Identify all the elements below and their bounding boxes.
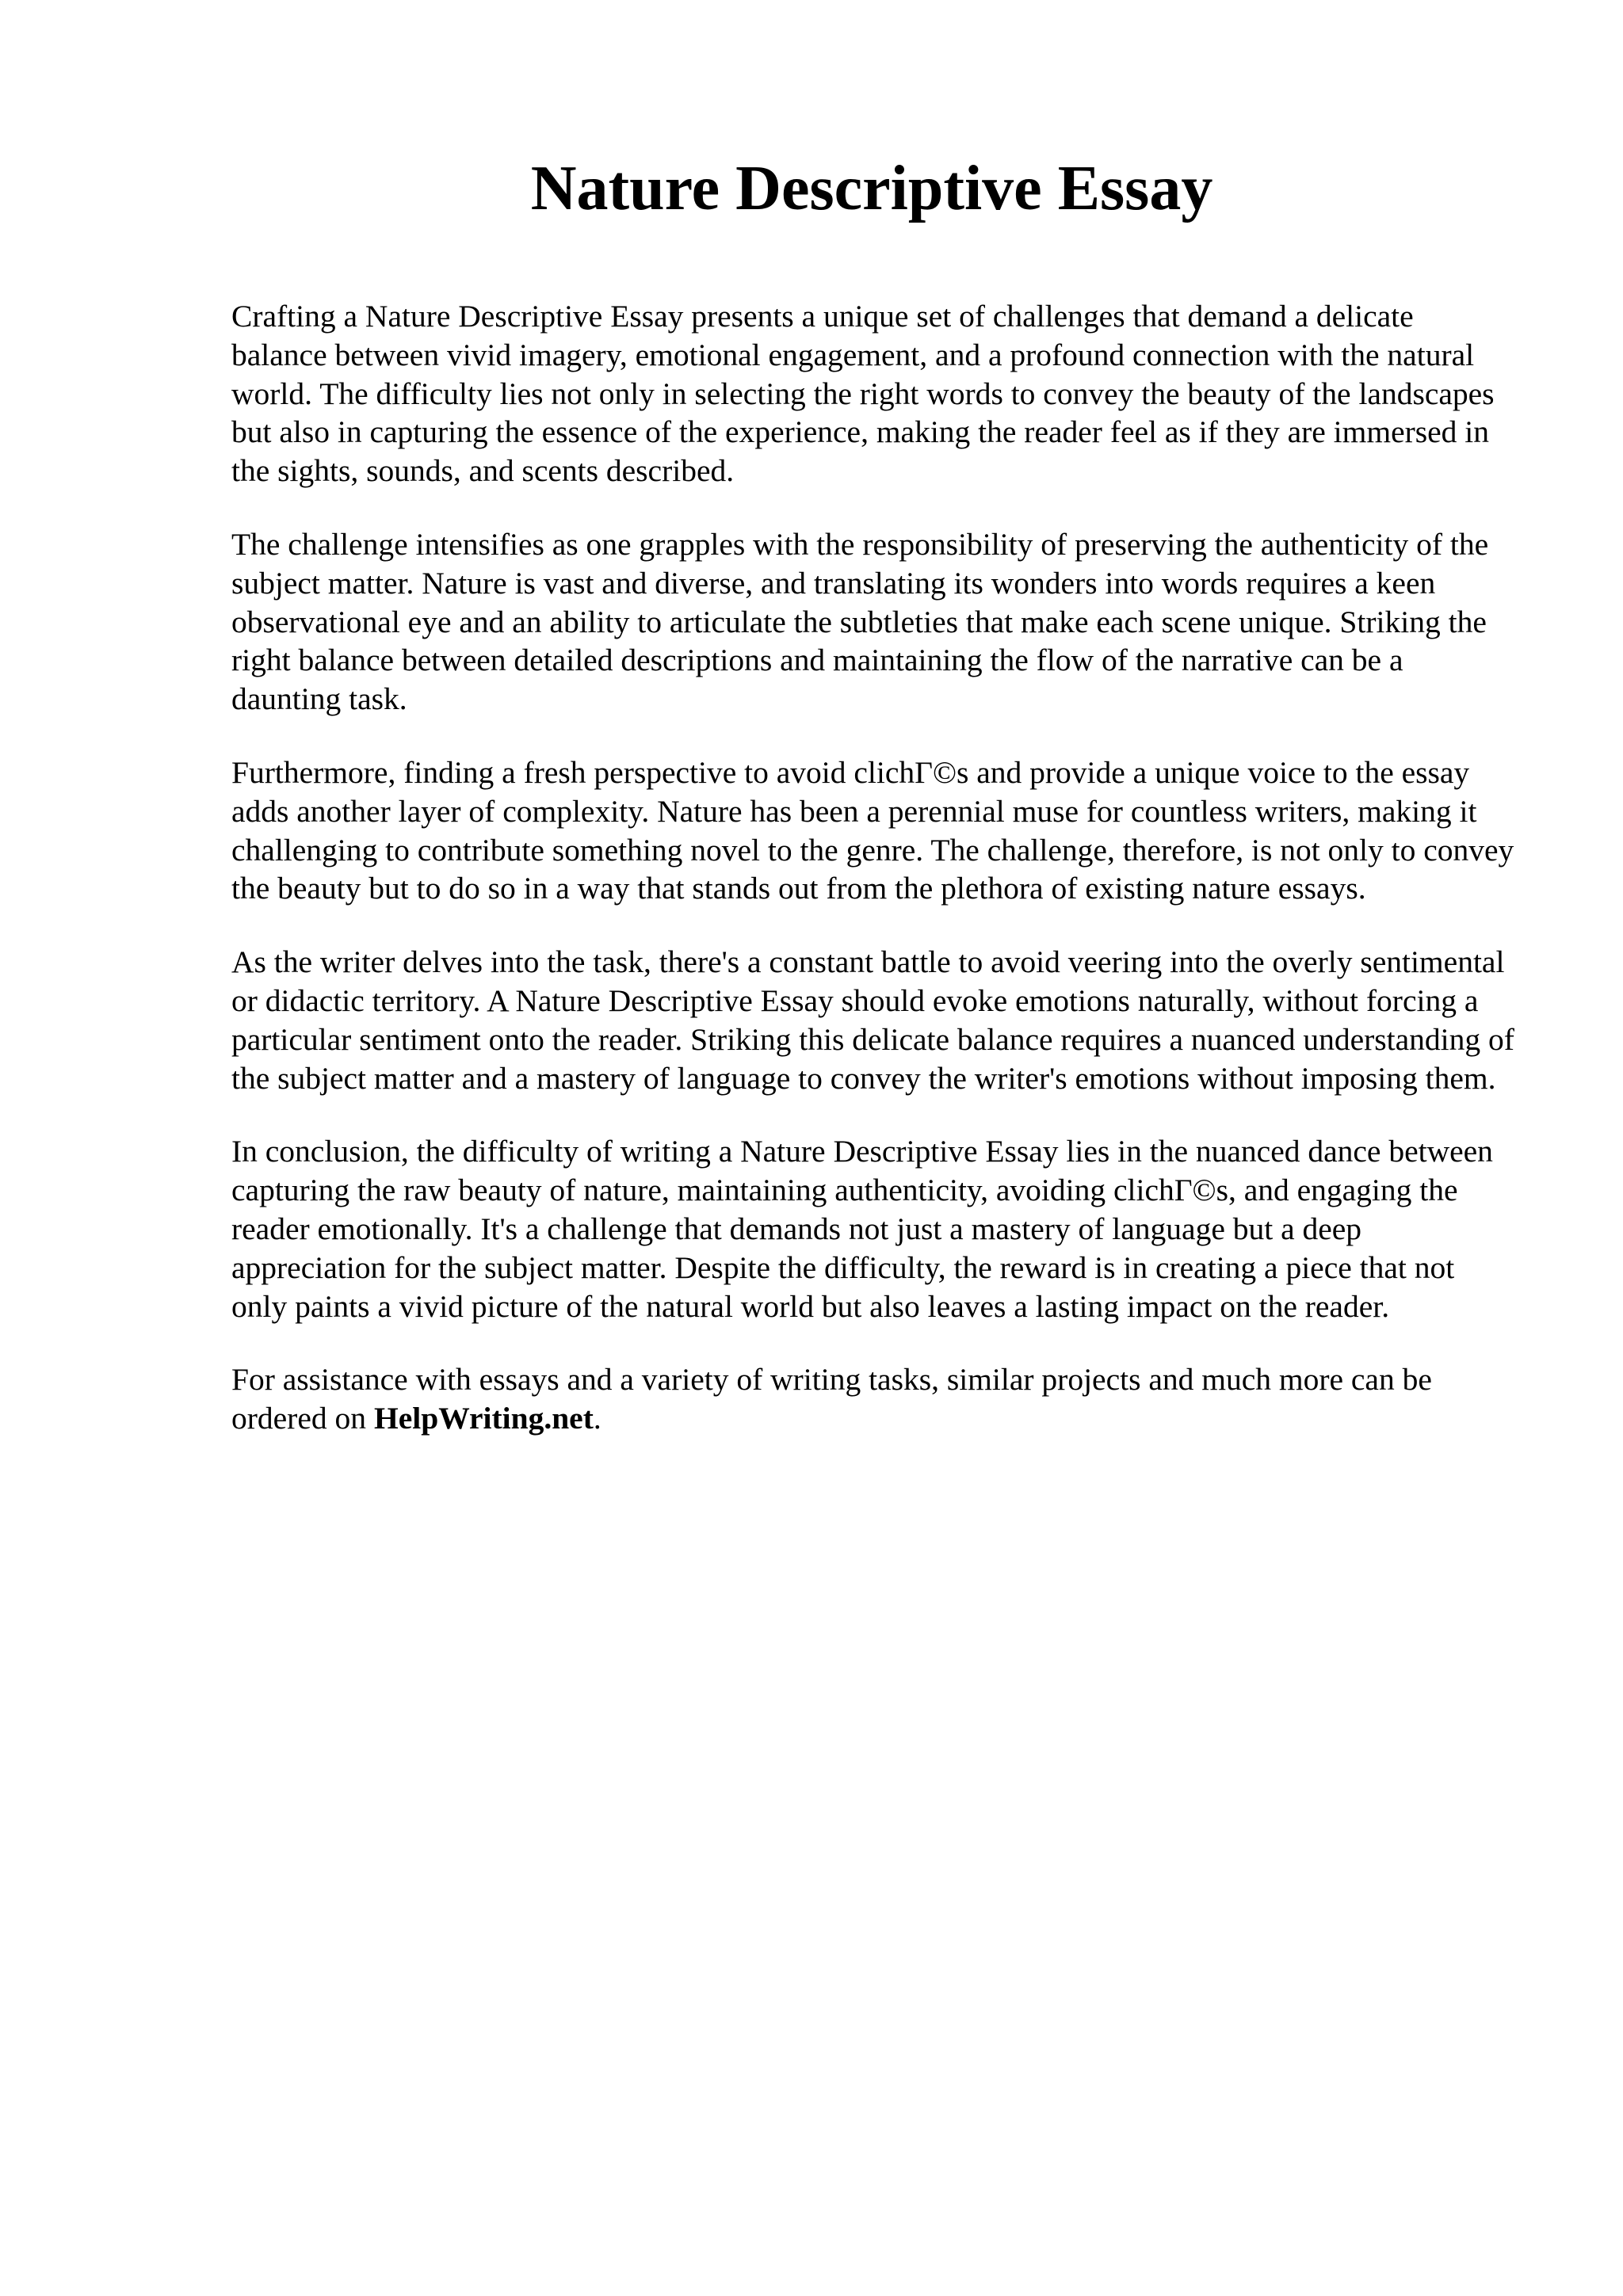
paragraph-1: Crafting a Nature Descriptive Essay presents a unique set of challenges that demand a delicate balance between vivid imagery, emotional engagement, and a profound connection with the natural world. The difficulty lies not only in selecting the right words to convey the beauty of the landscapes but also in capturing the essence of the experience, making the reader feel as if they are immersed in the sights, sounds, and scents described. [231, 299, 1495, 489]
helpwriting-link[interactable]: HelpWriting.net [374, 1401, 594, 1436]
closing-paragraph [231, 1360, 1515, 1438]
paragraph-3: Furthermore, finding a fresh perspective to avoid clichГ©s and provide a unique voice to the essay adds another layer of complexity. Nature has been a perennial muse for countless writers, making it challenging to contribute something novel to the genre. The challenge, therefore, is not only to convey the beauty but to do so in a way that stands out from the plethora of existing nature essays. [231, 754, 1514, 906]
closing-period: . [593, 1401, 601, 1436]
page-title: Nature Descriptive Essay [530, 154, 1213, 223]
paragraph-5: In conclusion, the difficulty of writing a Nature Descriptive Essay lies in the nuanced dance between capturing the raw beauty of nature, maintaining authenticity, avoiding clichГ©s, and engaging the reader emotionally. It's a challenge that demands not just a mastery of language but a deep appreciation for the subject matter. Despite the difficulty, the reward is in creating a piece that not only paints a vivid picture of the natural world but also leaves a lasting impact on the reader. [231, 1134, 1493, 1324]
essay-body [231, 297, 1515, 1473]
paragraph-4: As the writer delves into the task, there's a constant battle to avoid veering into the overly sentimental or didactic territory. A Nature Descriptive Essay should evoke emotions naturally, without forcing a particular sentiment onto the reader. Striking this delicate balance requires a nuanced understanding of the subject matter and a mastery of language to convey the writer's emotions without imposing them. [231, 944, 1514, 1096]
paragraph-2: The challenge intensifies as one grapples with the responsibility of preserving the authenticity of the subject matter. Nature is vast and diverse, and translating its wonders into words requires a keen observational eye and an ability to articulate the subtleties that make each scene unique. Striking the right balance between detailed descriptions and maintaining the flow of the narrative can be a daunting task. [231, 526, 1489, 717]
closing-text: For assistance with essays and a variety of writing tasks, similar projects and much more can be ordered on [231, 1362, 1432, 1436]
